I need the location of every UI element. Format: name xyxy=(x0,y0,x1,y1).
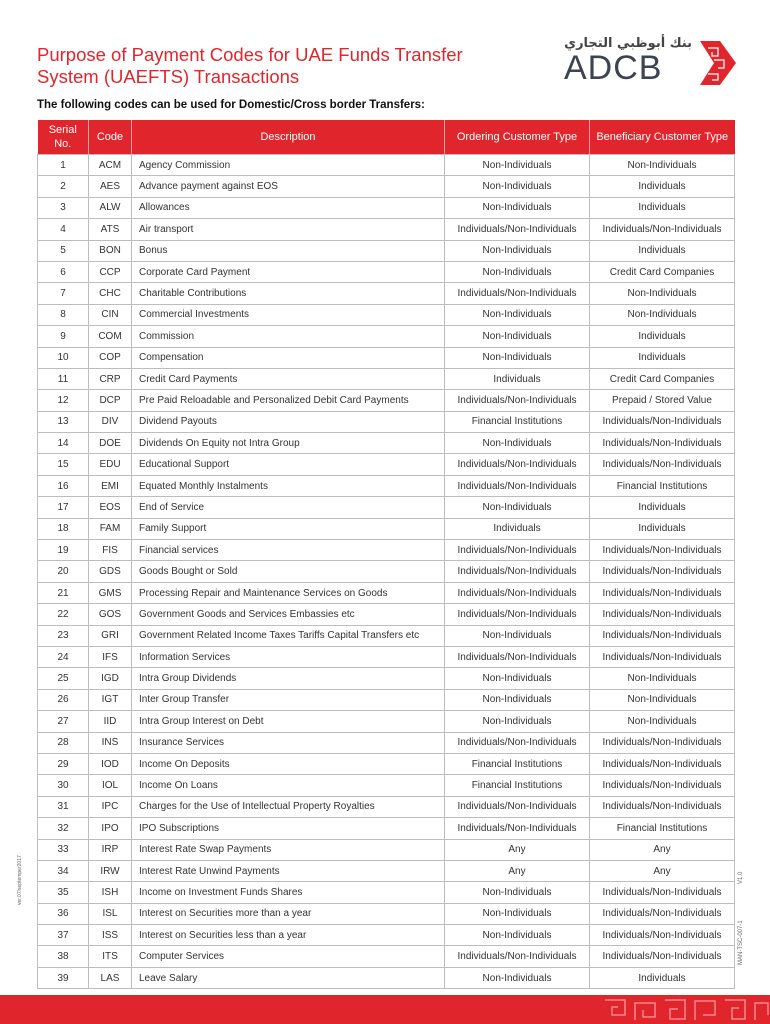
description-cell: Computer Services xyxy=(132,946,445,967)
beneficiary-type-cell: Individuals/Non-Individuals xyxy=(590,625,735,646)
code-cell: FIS xyxy=(89,540,132,561)
beneficiary-type-cell: Individuals/Non-Individuals xyxy=(590,582,735,603)
code-cell: CHC xyxy=(89,283,132,304)
description-cell: Charges for the Use of Intellectual Property Royalties xyxy=(132,796,445,817)
ordering-type-cell: Non-Individuals xyxy=(445,433,590,454)
description-cell: Commission xyxy=(132,326,445,347)
table-row xyxy=(38,925,735,946)
ordering-type-cell: Financial Institutions xyxy=(445,411,590,432)
table-row xyxy=(38,882,735,903)
ordering-type-cell: Financial Institutions xyxy=(445,753,590,774)
description-cell: Educational Support xyxy=(132,454,445,475)
table-header-row xyxy=(38,120,735,155)
serial-cell: 21 xyxy=(38,582,89,603)
beneficiary-type-cell: Individuals/Non-Individuals xyxy=(590,775,735,796)
description-cell: Interest Rate Unwind Payments xyxy=(132,860,445,881)
table-row xyxy=(38,967,735,988)
ordering-type-cell: Non-Individuals xyxy=(445,882,590,903)
code-cell: EDU xyxy=(89,454,132,475)
code-cell: GMS xyxy=(89,582,132,603)
ordering-type-cell: Financial Institutions xyxy=(445,775,590,796)
serial-cell: 19 xyxy=(38,540,89,561)
ordering-type-cell: Individuals/Non-Individuals xyxy=(445,283,590,304)
ordering-type-cell: Individuals/Non-Individuals xyxy=(445,475,590,496)
ordering-type-cell: Non-Individuals xyxy=(445,240,590,261)
description-cell: Government Related Income Taxes Tariffs Capital Transfers etc xyxy=(132,625,445,646)
description-cell: Charitable Contributions xyxy=(132,283,445,304)
code-cell: IRW xyxy=(89,860,132,881)
beneficiary-type-cell: Individuals/Non-Individuals xyxy=(590,753,735,774)
beneficiary-type-cell: Non-Individuals xyxy=(590,155,735,176)
ordering-type-cell: Non-Individuals xyxy=(445,347,590,368)
description-cell: Inter Group Transfer xyxy=(132,689,445,710)
code-cell: EMI xyxy=(89,475,132,496)
ordering-type-cell: Non-Individuals xyxy=(445,711,590,732)
serial-cell: 23 xyxy=(38,625,89,646)
description-cell: Compensation xyxy=(132,347,445,368)
side-version-label: V1.0 xyxy=(738,871,744,884)
ordering-type-cell: Non-Individuals xyxy=(445,625,590,646)
ordering-type-cell: Individuals/Non-Individuals xyxy=(445,219,590,240)
code-cell: ISL xyxy=(89,903,132,924)
serial-cell: 36 xyxy=(38,903,89,924)
ordering-type-cell: Individuals/Non-Individuals xyxy=(445,540,590,561)
code-cell: IGT xyxy=(89,689,132,710)
table-row xyxy=(38,347,735,368)
serial-cell: 32 xyxy=(38,818,89,839)
table-row xyxy=(38,946,735,967)
ordering-type-cell: Non-Individuals xyxy=(445,925,590,946)
serial-cell: 3 xyxy=(38,197,89,218)
description-cell: Commercial Investments xyxy=(132,304,445,325)
table-body xyxy=(38,155,735,989)
table-row xyxy=(38,454,735,475)
serial-cell: 13 xyxy=(38,411,89,432)
beneficiary-type-cell: Prepaid / Stored Value xyxy=(590,390,735,411)
code-cell: COP xyxy=(89,347,132,368)
ordering-type-cell: Individuals/Non-Individuals xyxy=(445,390,590,411)
serial-cell: 8 xyxy=(38,304,89,325)
serial-cell: 31 xyxy=(38,796,89,817)
code-cell: CIN xyxy=(89,304,132,325)
beneficiary-type-cell: Financial Institutions xyxy=(590,475,735,496)
ordering-type-cell: Non-Individuals xyxy=(445,903,590,924)
description-cell: Insurance Services xyxy=(132,732,445,753)
ordering-type-cell: Individuals/Non-Individuals xyxy=(445,946,590,967)
code-cell: ISS xyxy=(89,925,132,946)
description-cell: Interest on Securities more than a year xyxy=(132,903,445,924)
serial-cell: 35 xyxy=(38,882,89,903)
header-beneficiary: Beneficiary Customer Type xyxy=(590,120,735,155)
code-cell: IRP xyxy=(89,839,132,860)
code-cell: DOE xyxy=(89,433,132,454)
beneficiary-type-cell: Non-Individuals xyxy=(590,304,735,325)
description-cell: Processing Repair and Maintenance Services on Goods xyxy=(132,582,445,603)
description-cell: End of Service xyxy=(132,497,445,518)
serial-cell: 15 xyxy=(38,454,89,475)
table-row xyxy=(38,497,735,518)
code-cell: AES xyxy=(89,176,132,197)
table-row xyxy=(38,475,735,496)
ordering-type-cell: Non-Individuals xyxy=(445,497,590,518)
beneficiary-type-cell: Individuals/Non-Individuals xyxy=(590,925,735,946)
ordering-type-cell: Non-Individuals xyxy=(445,689,590,710)
table-row xyxy=(38,732,735,753)
table-row xyxy=(38,625,735,646)
serial-cell: 28 xyxy=(38,732,89,753)
description-cell: Agency Commission xyxy=(132,155,445,176)
table-row xyxy=(38,818,735,839)
code-cell: ISH xyxy=(89,882,132,903)
beneficiary-type-cell: Individuals xyxy=(590,240,735,261)
code-cell: BON xyxy=(89,240,132,261)
ordering-type-cell: Individuals/Non-Individuals xyxy=(445,646,590,667)
table-row xyxy=(38,561,735,582)
serial-cell: 5 xyxy=(38,240,89,261)
description-cell: Intra Group Interest on Debt xyxy=(132,711,445,732)
code-cell: IPC xyxy=(89,796,132,817)
table-row xyxy=(38,240,735,261)
beneficiary-type-cell: Individuals/Non-Individuals xyxy=(590,219,735,240)
table-row xyxy=(38,775,735,796)
serial-cell: 33 xyxy=(38,839,89,860)
header-description: Description xyxy=(132,120,445,155)
table-row xyxy=(38,304,735,325)
beneficiary-type-cell: Individuals xyxy=(590,197,735,218)
ordering-type-cell: Individuals xyxy=(445,518,590,539)
table-row xyxy=(38,433,735,454)
description-cell: Dividend Payouts xyxy=(132,411,445,432)
beneficiary-type-cell: Individuals xyxy=(590,326,735,347)
code-cell: DCP xyxy=(89,390,132,411)
purpose-codes-table xyxy=(37,120,735,989)
footer-pattern-icon xyxy=(600,995,770,1024)
serial-cell: 11 xyxy=(38,368,89,389)
table-row xyxy=(38,711,735,732)
side-document-code: MAN-TSC-007-1 xyxy=(738,920,744,965)
header-code: Code xyxy=(89,120,132,155)
serial-cell: 14 xyxy=(38,433,89,454)
beneficiary-type-cell: Non-Individuals xyxy=(590,689,735,710)
table-row xyxy=(38,176,735,197)
code-cell: DIV xyxy=(89,411,132,432)
header-serial: Serial No. xyxy=(38,120,89,155)
beneficiary-type-cell: Any xyxy=(590,839,735,860)
beneficiary-type-cell: Individuals xyxy=(590,347,735,368)
adcb-logo xyxy=(532,36,738,92)
code-cell: IGD xyxy=(89,668,132,689)
ordering-type-cell: Non-Individuals xyxy=(445,176,590,197)
table-row xyxy=(38,582,735,603)
code-cell: GDS xyxy=(89,561,132,582)
code-cell: CCP xyxy=(89,261,132,282)
beneficiary-type-cell: Credit Card Companies xyxy=(590,261,735,282)
ordering-type-cell: Individuals/Non-Individuals xyxy=(445,732,590,753)
code-cell: ALW xyxy=(89,197,132,218)
table-row xyxy=(38,368,735,389)
code-cell: ACM xyxy=(89,155,132,176)
serial-cell: 39 xyxy=(38,967,89,988)
table-row xyxy=(38,604,735,625)
code-cell: INS xyxy=(89,732,132,753)
serial-cell: 34 xyxy=(38,860,89,881)
description-cell: Pre Paid Reloadable and Personalized Debit Card Payments xyxy=(132,390,445,411)
table-row xyxy=(38,283,735,304)
description-cell: Corporate Card Payment xyxy=(132,261,445,282)
description-cell: Air transport xyxy=(132,219,445,240)
serial-cell: 30 xyxy=(38,775,89,796)
beneficiary-type-cell: Individuals/Non-Individuals xyxy=(590,433,735,454)
description-cell: Financial services xyxy=(132,540,445,561)
serial-cell: 6 xyxy=(38,261,89,282)
serial-cell: 26 xyxy=(38,689,89,710)
beneficiary-type-cell: Individuals xyxy=(590,518,735,539)
header-ordering: Ordering Customer Type xyxy=(445,120,590,155)
code-cell: ATS xyxy=(89,219,132,240)
beneficiary-type-cell: Individuals/Non-Individuals xyxy=(590,732,735,753)
beneficiary-type-cell: Individuals xyxy=(590,967,735,988)
table-row xyxy=(38,646,735,667)
serial-cell: 22 xyxy=(38,604,89,625)
serial-cell: 16 xyxy=(38,475,89,496)
description-cell: Intra Group Dividends xyxy=(132,668,445,689)
table-subtitle: The following codes can be used for Domestic/Cross border Transfers: xyxy=(37,99,425,111)
ordering-type-cell: Non-Individuals xyxy=(445,155,590,176)
description-cell: Interest on Securities less than a year xyxy=(132,925,445,946)
table-row xyxy=(38,903,735,924)
description-cell: Government Goods and Services Embassies etc xyxy=(132,604,445,625)
beneficiary-type-cell: Any xyxy=(590,860,735,881)
ordering-type-cell: Non-Individuals xyxy=(445,668,590,689)
description-cell: Dividends On Equity not Intra Group xyxy=(132,433,445,454)
serial-cell: 7 xyxy=(38,283,89,304)
serial-cell: 29 xyxy=(38,753,89,774)
ordering-type-cell: Any xyxy=(445,839,590,860)
serial-cell: 10 xyxy=(38,347,89,368)
table-row xyxy=(38,326,735,347)
beneficiary-type-cell: Individuals/Non-Individuals xyxy=(590,411,735,432)
code-cell: IOL xyxy=(89,775,132,796)
beneficiary-type-cell: Individuals/Non-Individuals xyxy=(590,646,735,667)
description-cell: IPO Subscriptions xyxy=(132,818,445,839)
ordering-type-cell: Any xyxy=(445,860,590,881)
beneficiary-type-cell: Individuals/Non-Individuals xyxy=(590,903,735,924)
ordering-type-cell: Non-Individuals xyxy=(445,326,590,347)
beneficiary-type-cell: Non-Individuals xyxy=(590,283,735,304)
serial-cell: 17 xyxy=(38,497,89,518)
beneficiary-type-cell: Individuals xyxy=(590,176,735,197)
adcb-logo-icon xyxy=(690,38,738,88)
ordering-type-cell: Individuals/Non-Individuals xyxy=(445,796,590,817)
serial-cell: 37 xyxy=(38,925,89,946)
ordering-type-cell: Individuals/Non-Individuals xyxy=(445,604,590,625)
beneficiary-type-cell: Individuals/Non-Individuals xyxy=(590,540,735,561)
ordering-type-cell: Individuals/Non-Individuals xyxy=(445,818,590,839)
code-cell: COM xyxy=(89,326,132,347)
table-row xyxy=(38,219,735,240)
beneficiary-type-cell: Non-Individuals xyxy=(590,668,735,689)
beneficiary-type-cell: Individuals/Non-Individuals xyxy=(590,882,735,903)
beneficiary-type-cell: Individuals xyxy=(590,497,735,518)
serial-cell: 4 xyxy=(38,219,89,240)
table-row xyxy=(38,261,735,282)
beneficiary-type-cell: Credit Card Companies xyxy=(590,368,735,389)
beneficiary-type-cell: Individuals/Non-Individuals xyxy=(590,454,735,475)
beneficiary-type-cell: Individuals/Non-Individuals xyxy=(590,946,735,967)
table-row xyxy=(38,860,735,881)
description-cell: Advance payment against EOS xyxy=(132,176,445,197)
serial-cell: 25 xyxy=(38,668,89,689)
table-row xyxy=(38,518,735,539)
code-cell: LAS xyxy=(89,967,132,988)
logo-arabic-text: بنك أبوظبي التجاري xyxy=(564,36,692,51)
table-row xyxy=(38,689,735,710)
serial-cell: 24 xyxy=(38,646,89,667)
description-cell: Goods Bought or Sold xyxy=(132,561,445,582)
ordering-type-cell: Non-Individuals xyxy=(445,261,590,282)
code-cell: ITS xyxy=(89,946,132,967)
table-row xyxy=(38,411,735,432)
code-cell: IPO xyxy=(89,818,132,839)
serial-cell: 9 xyxy=(38,326,89,347)
code-cell: CRP xyxy=(89,368,132,389)
logo-english-text: ADCB xyxy=(564,49,663,87)
footer-bar xyxy=(0,995,770,1024)
table-row xyxy=(38,390,735,411)
description-cell: Family Support xyxy=(132,518,445,539)
table-row xyxy=(38,668,735,689)
serial-cell: 27 xyxy=(38,711,89,732)
serial-cell: 38 xyxy=(38,946,89,967)
description-cell: Interest Rate Swap Payments xyxy=(132,839,445,860)
ordering-type-cell: Non-Individuals xyxy=(445,967,590,988)
beneficiary-type-cell: Individuals/Non-Individuals xyxy=(590,604,735,625)
description-cell: Credit Card Payments xyxy=(132,368,445,389)
code-cell: IOD xyxy=(89,753,132,774)
code-cell: GRI xyxy=(89,625,132,646)
beneficiary-type-cell: Financial Institutions xyxy=(590,818,735,839)
table-row xyxy=(38,839,735,860)
ordering-type-cell: Non-Individuals xyxy=(445,304,590,325)
code-cell: FAM xyxy=(89,518,132,539)
beneficiary-type-cell: Individuals/Non-Individuals xyxy=(590,561,735,582)
description-cell: Equated Monthly Instalments xyxy=(132,475,445,496)
ordering-type-cell: Individuals/Non-Individuals xyxy=(445,582,590,603)
page-title: Purpose of Payment Codes for UAE Funds Transfer System (UAEFTS) Transactions xyxy=(37,44,463,87)
code-cell: IID xyxy=(89,711,132,732)
beneficiary-type-cell: Non-Individuals xyxy=(590,711,735,732)
description-cell: Leave Salary xyxy=(132,967,445,988)
table-row xyxy=(38,753,735,774)
ordering-type-cell: Non-Individuals xyxy=(445,197,590,218)
code-cell: GOS xyxy=(89,604,132,625)
ordering-type-cell: Individuals/Non-Individuals xyxy=(445,454,590,475)
beneficiary-type-cell: Individuals/Non-Individuals xyxy=(590,796,735,817)
description-cell: Bonus xyxy=(132,240,445,261)
code-cell: EOS xyxy=(89,497,132,518)
table-row xyxy=(38,155,735,176)
table-row xyxy=(38,197,735,218)
description-cell: Information Services xyxy=(132,646,445,667)
ordering-type-cell: Individuals/Non-Individuals xyxy=(445,561,590,582)
table-row xyxy=(38,540,735,561)
code-cell: IFS xyxy=(89,646,132,667)
serial-cell: 1 xyxy=(38,155,89,176)
serial-cell: 12 xyxy=(38,390,89,411)
description-cell: Income on Investment Funds Shares xyxy=(132,882,445,903)
ordering-type-cell: Individuals xyxy=(445,368,590,389)
description-cell: Income On Deposits xyxy=(132,753,445,774)
side-version-note: ver.07/septemper2017 xyxy=(17,855,23,905)
description-cell: Allowances xyxy=(132,197,445,218)
serial-cell: 18 xyxy=(38,518,89,539)
serial-cell: 2 xyxy=(38,176,89,197)
description-cell: Income On Loans xyxy=(132,775,445,796)
table-row xyxy=(38,796,735,817)
serial-cell: 20 xyxy=(38,561,89,582)
